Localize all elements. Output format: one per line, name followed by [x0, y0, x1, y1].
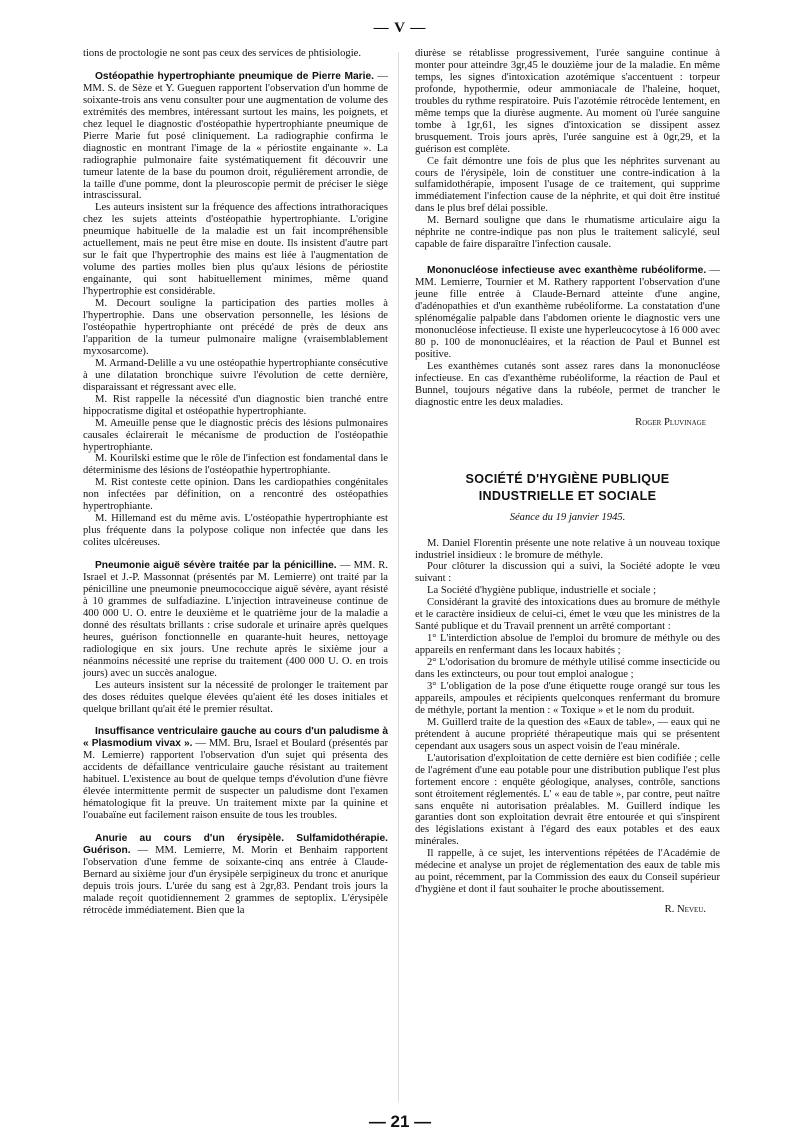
paragraph: — MM. S. de Sèze et Y. Gueguen rapportent l'observation d'un homme de soixante-trois ans venu consulter pour une augmentation de volume des extrémités des membres, intéressant surtout les mains, les poignets, et chez lequel le diagnostic d'ostéopathie hypertrophiante pneumique de Pierre Marie fut posé cliniquement. La radiographie confirma le diagnostic en montrant l'image de la « périostite engainante ». La radiographie pulmonaire faite systématiquement fit découvrir une tumeur latente de la base du poumon droit, régulièrement arrondie, de la taille d'une pomme, dont la pleuroscopie permit de préciser le siège intrascissural.: [83, 70, 388, 202]
paragraph: diurèse se rétablisse progressivement, l'urée sanguine continue à monter pour atteindre 3gr,45 le douzième jour de la maladie. En même temps, les signes d'intoxication azotémique s'accentuent : torpeur profonde, hypothermie, odeur ammoniacale de l'haleine, hoquet, troubles du rythme respiratoire. Puis l'azotémie rétrocède lentement, en même temps que la diurèse augmente. Au moment où l'urée sanguine tombe à 1gr,61, les signes d'intoxication se dissipent assez brusquement. Trois jours après, l'urée sanguine est à 0gr,29, et la guérison est complète.: [415, 48, 720, 155]
page-header: — V —: [373, 20, 427, 36]
session-date: Séance du 19 janvier 1945.: [509, 511, 626, 523]
column-divider: [398, 52, 399, 1102]
paragraph: M. Rist conteste cette opinion. Dans les cardiopathies congénitales non infectées par définition, on a rencontré des ostéopathies hypertrophiante.: [83, 477, 388, 513]
signature-neveu: R. Neveu.: [664, 904, 706, 916]
paragraph: — MM. R. Israel et J.-P. Massonnat (présentés par M. Lemierre) ont traité par la pénicilline une pneumonie pneumococcique aiguë sévère, ayant résisté à 10 grammes de sulfadiazine. L'injection intraveineuse continue de 400 000 U. O. entre le deuxième et le quatrième jour de la maladie a donné des résultats brillants : crise sudorale et urinaire après quelques heures, guérison fonctionnelle en quarante-huit heures, nettoyage radiologique en six jours. Une rechute après le sixième jour a néanmoins nécessité une reprise du traitement (400 000 U. O. en trois jours) avec un succès analogue.: [83, 560, 388, 679]
paragraph: M. Ameuille pense que le diagnostic précis des lésions pulmonaires causales éclairerait le mécanisme de production de l'ostéopathie hypertrophiante.: [83, 417, 388, 453]
paragraph: M. Hillemand est du même avis. L'ostéopathie hypertrophiante est plus fréquente dans la polypose colique non infectée que dans les colites ulcéreuses.: [83, 513, 388, 549]
society-title-line: INDUSTRIELLE ET SOCIALE: [478, 488, 657, 503]
page-number: — 21 —: [368, 1112, 432, 1131]
paragraph: Les exanthèmes cutanés sont assez rares dans la mononucléose infectieuse. En cas d'exanthème rubéoliforme, la réaction de Paul et Bunnel, toujours négative dans la rubéole, permet de trancher le diagnostic entre les deux maladies.: [415, 360, 720, 408]
paragraph: M. Kourilski estime que le rôle de l'infection est fondamental dans le déterminisme des lésions de l'ostéopathie hypertrophiante.: [83, 453, 388, 477]
paragraph: M. Bernard souligne que dans le rhumatisme articulaire aigu la néphrite ne contre-indique pas non plus le traitement salicylé, seul capable de faire disparaître l'infection causale.: [415, 215, 720, 251]
right-column: [415, 48, 720, 916]
society-title-line: SOCIÉTÉ D'HYGIÈNE PUBLIQUE: [465, 471, 670, 486]
paragraph: Les auteurs insistent sur la fréquence des affections intrathoraciques chez les sujets atteints d'ostéopathie hypertrophiante. L'origine pneumique habituelle de la maladie est un fait incompréhensible actuellement, mais ne peut être mise en doute. Ils insistent d'autre part sur le fait que l'hypertrophie des mains est liée à l'augmentation de volume des parties molles bien plus qu'aux lésions de périostite engainante, qui sont habituellement minimes, même quand l'hypertrophie est considérable.: [83, 202, 388, 298]
section-title: Pneumonie aiguë sévère traitée par la pénicilline.: [95, 560, 337, 572]
paragraph: Les auteurs insistent sur la nécessité de prolonger le traitement par des doses réduites quelque élevées qu'aient été les doses initiales et quelque brillant qu'ait été le premier résultat.: [83, 679, 388, 715]
paragraph: Ce fait démontre une fois de plus que les néphrites survenant au cours de l'érysipèle, loin de constituer une contre-indication à la sulfamidothérapie, imposent l'usage de ce traitement, qui supprime immédiatement l'infection cause de la néphrite, et qui doit être institué dans le plus bref délai possible.: [415, 155, 720, 215]
section-title: Mononucléose infectieuse avec exanthème rubéoliforme.: [427, 265, 707, 277]
paragraph: Il rappelle, à ce sujet, les interventions répétées de l'Académie de médecine et analyse un projet de réglementation des eaux de table mis au point, récemment, par la Commission des eaux du Conseil supérieur d'hygiène et dont il faut souhaiter le proche aboutissement.: [415, 848, 720, 896]
paragraph: — MM. Lemierre, Tournier et M. Rathery rapportent l'observation d'une jeune fille entrée à Claude-Bernard atteinte d'une angine, d'adénopathies et d'un exanthème rubéoliforme. La constatation d'une splénomégalie palpable dans l'abdomen oriente le diagnostic vers une mononucléose infectieuse. Il existe une hyperleucocytose à 16 000 avec 80 p. 100 de mononucléaires, et la réaction de Paul et Bunnel est positive.: [415, 265, 720, 360]
paragraph: Considérant la gravité des intoxications dues au bromure de méthyle et le caractère insidieux de celui-ci, émet le vœu que les ministres de la Santé publique et du Travail prennent un arrêté comportant :: [415, 597, 720, 633]
paragraph: — MM. Lemierre, M. Morin et Benhaim rapportent l'observation d'une femme de soixante-cinq ans entrée à Claude-Bernard au sixième jour d'un érysipèle serpigineux du tronc et anurique depuis trois jours. L'urée du sang est à 2gr,83. Pendant trois jours la malade reçoit quotidiennement 2 grammes de septoplix. L'érysipèle rétrocède immédiatement. Bien que la: [83, 845, 388, 916]
paragraph: L'autorisation d'exploitation de cette dernière est bien codifiée ; celle de l'agrément d'une eau potable pour une distribution publique l'est plus fortement encore : enquête géologique, analyses, contrôle, sanctions sont étroitement réglementés. L' « eau de table », par contre, peut naître sans enquête ni autorisation préalables. M. Guillerd indique les garanties dont son exploitation devrait être entourée et qui s'inspirent des législations existant à l'égard des eaux potables et des eaux minérales.: [415, 752, 720, 848]
section-title: Anurie au cours d'un érysipèle. Sulfamidothérapie. Guérison.: [83, 833, 388, 857]
paragraph: Pour clôturer la discussion qui a suivi, la Société adopte le vœu suivant :: [415, 561, 720, 585]
paragraph: M. Rist rappelle la nécessité d'un diagnostic bien tranché entre hippocratisme digital et ostéopathie hypertrophiante.: [83, 393, 388, 417]
paragraph: 1° L'interdiction absolue de l'emploi du bromure de méthyle ou des appareils en renfermant dans les locaux habités ;: [415, 633, 720, 657]
section-title: Ostéopathie hypertrophiante pneumique de Pierre Marie.: [95, 70, 374, 82]
section-title: Insuffisance ventriculaire gauche au cours d'un paludisme à « Plasmodium vivax ».: [83, 726, 388, 750]
signature-pluvinage: Roger Pluvinage: [635, 416, 706, 428]
paragraph: M. Armand-Delille a vu une ostéopathie hypertrophiante consécutive à une dilatation bronchique suivre l'évolution de cette dernière, disparaissant et régressant avec elle.: [83, 357, 389, 393]
paragraph: La Société d'hygiène publique, industrielle et sociale ;: [427, 585, 657, 597]
paragraph: M. Decourt souligne la participation des parties molles à l'hypertrophie. Dans une observation personnelle, les lésions de l'ostéopathie hypertrophiante ont précédé de près de deux ans l'apparition de la tumeur pulmonaire maligne (vraisemblablement myxosarcome).: [83, 298, 388, 357]
society-title: [415, 471, 720, 505]
paragraph: tions de proctologie ne sont pas ceux des services de phtisiologie.: [83, 48, 362, 59]
paragraph: M. Daniel Florentin présente une note relative à un nouveau toxique industriel insidieux : le bromure de méthyle.: [415, 537, 720, 561]
left-column: [83, 48, 388, 917]
paragraph: M. Guillerd traite de la question des «Eaux de table», — eaux qui ne prétendent à aucune propriété thérapeutique mais qui se présentent cependant aux usagers sous un aspect voisin de l'eau minérale.: [415, 716, 720, 752]
paragraph: — MM. Bru, Israel et Boulard (présentés par M. Lemierre) rapportent l'observation d'un sujet qui présenta des accidents de défaillance ventriculaire gauche résistant au traitement habituel. L'existence au bout de quelque temps d'évolution d'une fièvre élevée intermittente permit de suspecter un paludisme dont l'examen hématologique fit la preuve. Un traitement mixte par la quinine et l'ouabaïne eut facilement raison ensuite de tous les troubles.: [83, 738, 388, 822]
paragraph: 3° L'obligation de la pose d'une étiquette rouge orangé sur tous les appareils, ampoules et récipients quelconques renfermant du bromure de méthyle, portant la mention : « Toxique » et le nom du produit.: [415, 680, 720, 716]
paragraph: 2° L'odorisation du bromure de méthyle utilisé comme insecticide ou dans les extincteurs, ou pour tout emploi analogue ;: [415, 657, 720, 681]
